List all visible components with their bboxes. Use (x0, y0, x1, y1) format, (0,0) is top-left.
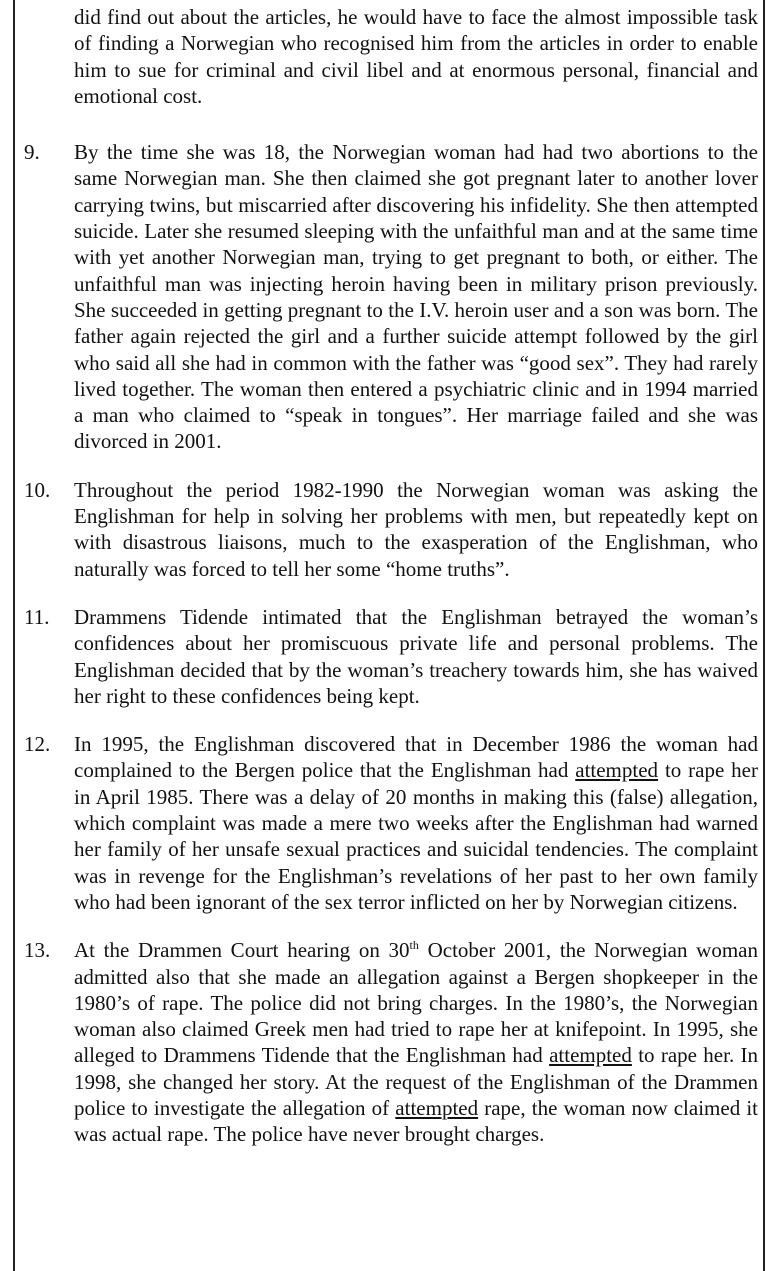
document-page (18, 4, 758, 1148)
paragraph-9 (18, 139, 758, 455)
paragraph-11 (18, 604, 758, 709)
ordinal-superscript: th (409, 938, 419, 953)
paragraph-text (74, 937, 758, 1147)
text-segment: At the Drammen Court hearing on 30 (74, 938, 410, 963)
text-segment: to rape her. In 1998, she changed her story. At the request of the Englishman of the Drammen police to investigate the allegation of (74, 1043, 758, 1120)
text-segment: October 2001, the Norwegian woman admitted also that she made an allegation against a Bergen shopkeeper in the 1980’s of rape. The police did not bring charges. In the 1980’s, the Norwegian woman also claimed Greek men had tried to rape her at knifepoint. In 1995, she alleged to Drammens Tidende that the Englishman had (74, 938, 758, 1068)
page-right-border (763, 0, 765, 1271)
paragraph-text: By the time she was 18, the Norwegian woman had had two abortions to the same Norwegian man. She then claimed she got pregnant later to another lover carrying twins, but miscarried after discovering his infidelity. She then attempted suicide. Later she resumed sleeping with the unfaithful man and at the same time with yet another Norwegian man, trying to get pregnant to both, or either. The unfaithful man was injecting heroin having been in military prison previously. She succeeded in getting pregnant to the I.V. heroin user and a son was born. The father again rejected the girl and a further suicide attempt followed by the girl who said all she had in common with the father was “good sex”. They had rarely lived together. The woman then entered a psychiatric clinic and in 1994 married a man who claimed to “speak in tongues”. Her marriage failed and she was divorced in 2001. (74, 140, 758, 454)
paragraph-number: 12. (24, 732, 51, 757)
paragraph-12 (18, 731, 758, 915)
underlined-word: attempted (549, 1043, 632, 1068)
paragraph-number: 10. (24, 477, 51, 502)
underlined-word: attempted (575, 758, 659, 783)
paragraph-number: 11. (24, 604, 50, 629)
paragraph-text: did find out about the articles, he would have to face the almost impossible task of finding a Norwegian who recognised him from the articles in order to enable him to sue for criminal and civil libel and at enormous personal, financial and emotional cost. (74, 5, 758, 108)
text-segment: to rape her in April 1985. There was a delay of 20 months in making this (false) allegation, which complaint was made a mere two weeks after the Englishman had warned her family of her unsafe sexual practices and suicidal tendencies. The complaint was in revenge for the Englishman’s revelations of her past to her own family who had been ignorant of the sex terror inflicted on her by Norwegian citizens. (74, 758, 758, 914)
paragraph-text: Throughout the period 1982-1990 the Norwegian woman was asking the Englishman for help in solving her problems with men, but repeatedly kept on with disastrous liaisons, much to the exasperation of the Englishman, who naturally was forced to tell her some “home truths”. (74, 477, 758, 581)
paragraph-13 (18, 937, 758, 1147)
text-segment: rape, the woman now claimed it was actual rape. The police have never brought charges. (74, 1095, 758, 1147)
underlined-word: attempted (395, 1095, 479, 1120)
page-left-border (13, 0, 15, 1271)
paragraph-text (74, 731, 758, 915)
paragraph-number: 9. (24, 140, 40, 165)
paragraph-number: 13. (24, 938, 51, 963)
text-segment: In 1995, the Englishman discovered that in December 1986 the woman had complained to the Bergen police that the Englishman had (74, 732, 758, 783)
continuation-paragraph (18, 4, 758, 109)
paragraph-text: Drammens Tidende intimated that the Englishman betrayed the woman’s confidences about her promiscuous private life and personal problems. The Englishman decided that by the woman’s treachery towards him, she has waived her right to these confidences being kept. (74, 604, 758, 708)
paragraph-10 (18, 477, 758, 582)
